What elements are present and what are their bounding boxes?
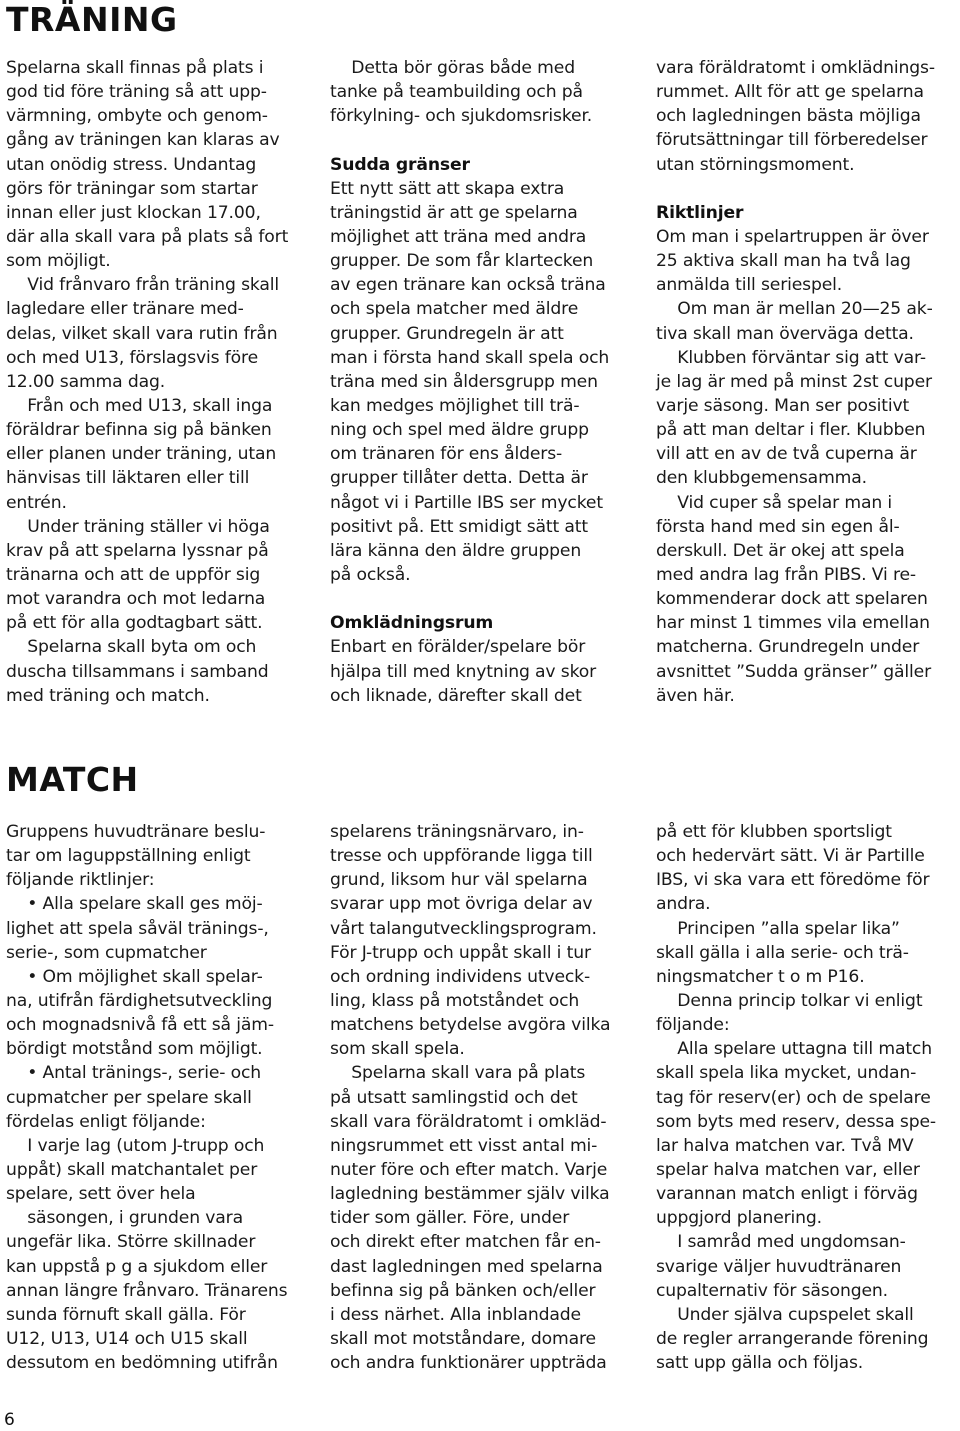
text-line: grupper. Grundregeln är att — [330, 323, 564, 344]
text-line: spelarens träningsnärvaro, in- — [330, 822, 584, 842]
text-line: och mognadsnivå få ett så jäm- — [6, 1015, 274, 1036]
text-line: cupalternativ för säsongen. — [656, 1280, 888, 1301]
traning-column-3 — [656, 56, 956, 708]
text-line: uppgjord planering. — [656, 1208, 822, 1229]
text-line: spelar halva matchen var, eller — [656, 1159, 920, 1180]
text-line: träningstid är att ge spelarna — [330, 202, 578, 223]
text-line: kommenderar dock att spelaren — [656, 589, 928, 610]
heading-riktlinjer: Riktlinjer — [656, 202, 744, 223]
text-line: förutsättningar till förberedelser — [656, 130, 928, 151]
text-line: Under själva cupspelet skall — [656, 1304, 914, 1325]
text-line: Enbart en förälder/spelare bör — [330, 637, 586, 658]
text-line: förkylning- och sjukdomsrisker. — [330, 106, 593, 127]
text-line: Ett nytt sätt att skapa extra — [330, 178, 565, 199]
text-line: på ett för alla godtagbart sätt. — [6, 613, 263, 634]
text-line: tränarna och att de uppför sig — [6, 564, 261, 585]
text-line: vårt talangutvecklingsprogram. — [330, 918, 597, 939]
text-line: Alla spelare uttagna till match — [656, 1039, 932, 1060]
text-line: och spela matcher med äldre — [330, 299, 579, 320]
text-line: första hand med sin egen ål- — [656, 516, 900, 537]
text-line: möjlighet att träna med andra — [330, 226, 587, 247]
text-line: vill att en av de två cuperna är — [656, 444, 917, 465]
text-line: andra. — [656, 894, 711, 915]
page-number: 6 — [4, 1410, 15, 1430]
heading-omkladningsrum: Omklädningsrum — [330, 613, 494, 634]
text-line: av egen tränare kan också träna — [330, 275, 606, 296]
text-line: Spelarna skall finnas på plats i — [6, 58, 264, 78]
text-line: och direkt efter matchen får en- — [330, 1232, 601, 1253]
text-line: derskull. Det är okej att spela — [656, 540, 905, 561]
text-line: Om man i spelartruppen är över — [656, 226, 929, 247]
text-line: föräldrar befinna sig på bänken — [6, 420, 272, 441]
text-line: befinna sig på bänken och/eller — [330, 1280, 596, 1301]
text-line: skall gälla i alla serie- och trä- — [656, 942, 909, 963]
text-line: ningsmatcher t o m P16. — [656, 966, 865, 987]
text-line: varje säsong. Man ser positivt — [656, 395, 910, 416]
text-line: och andra funktionärer uppträda — [330, 1353, 607, 1374]
sudda-granser-paragraph — [330, 177, 630, 587]
text-line: kan medges möjlighet till trä- — [330, 395, 580, 416]
text-line: tag för reserv(er) och de spelare — [656, 1087, 931, 1108]
text-line: på också. — [330, 564, 411, 585]
text-line: matcherna. Grundregeln under — [656, 637, 920, 658]
text-line: je lag är med på minst 2st cuper — [656, 371, 932, 392]
text-line: För J-trupp och uppåt skall i tur — [330, 942, 591, 963]
text-line: kan uppstå p g a sjukdom eller — [6, 1256, 268, 1277]
text-line: ungefär lika. Större skillnader — [6, 1232, 256, 1253]
text-line: lagledning bestämmer själv vilka — [330, 1184, 610, 1205]
text-line: sunda förnuft skall gälla. För — [6, 1304, 246, 1325]
text-line: tider som gäller. Före, under — [330, 1208, 570, 1229]
text-line: om tränaren för ens ålders- — [330, 444, 563, 465]
text-line: utan onödig stress. Undantag — [6, 154, 257, 175]
text-line: gång av träningen kan klaras av — [6, 130, 280, 151]
text-line: man i första hand skall spela och — [330, 347, 610, 368]
text-line: och hedervärt sätt. Vi är Partille — [656, 846, 925, 867]
text-line: något vi i Partille IBS ser mycket — [330, 492, 603, 513]
text-line: vara föräldratomt i omklädnings- — [656, 58, 935, 78]
text-line: fördelas enligt följande: — [6, 1111, 206, 1132]
text-line: på ett för klubben sportsligt — [656, 822, 892, 842]
traning-column-2 — [330, 56, 630, 708]
text-line: ning och spel med äldre grupp — [330, 420, 589, 441]
text-line: där alla skall vara på plats så fort — [6, 226, 289, 247]
text-line: skall spela lika mycket, undan- — [656, 1063, 917, 1084]
text-line: Vid frånvaro från träning skall — [6, 275, 280, 296]
text-line: svarar upp mot övriga delar av — [330, 894, 593, 915]
text-line: grund, liksom hur väl spelarna — [330, 870, 588, 891]
text-line: mot varandra och mot ledarna — [6, 589, 266, 610]
text-line: Gruppens huvudtränare beslu- — [6, 822, 266, 842]
text-line: lagledare eller tränare med- — [6, 299, 244, 320]
traning-intro-paragraph — [330, 56, 630, 128]
text-line: Vid cuper så spelar man i — [656, 492, 893, 513]
traning-column-1 — [6, 56, 306, 708]
text-line: tresse och uppförande ligga till — [330, 846, 593, 867]
text-line: matchens betydelse avgöra vilka — [330, 1015, 611, 1036]
text-line: som skall spela. — [330, 1039, 465, 1060]
text-line: tiva skall man överväga detta. — [656, 323, 914, 344]
text-line: • Antal tränings-, serie- och — [6, 1063, 262, 1084]
text-line: nuter före och efter match. Varje — [330, 1159, 608, 1180]
text-line: krav på att spelarna lyssnar på — [6, 540, 269, 561]
text-line: Klubben förväntar sig att var- — [656, 347, 926, 368]
text-line: • Alla spelare skall ges möj- — [6, 894, 263, 915]
text-line: dast lagledningen med spelarna — [330, 1256, 603, 1277]
text-line: satt upp gälla och följas. — [656, 1353, 864, 1374]
text-line: skall vara föräldratomt i omkläd- — [330, 1111, 607, 1132]
text-line: ling, klass på motståndet och — [330, 990, 580, 1011]
match-column-2 — [330, 820, 630, 1375]
text-line: 25 aktiva skall man ha två lag — [656, 251, 911, 272]
text-line: och ordning individens utveck- — [330, 966, 591, 987]
text-line: och med U13, förslagsvis före — [6, 347, 258, 368]
omkladningsrum-continued-paragraph — [656, 56, 956, 177]
text-line: med andra lag från PIBS. Vi re- — [656, 564, 916, 585]
text-line: I samråd med ungdomsan- — [656, 1232, 906, 1253]
text-line: och liknade, därefter skall det — [330, 685, 582, 706]
text-line: varannan match enligt i förväg — [656, 1184, 918, 1205]
text-line: annan längre frånvaro. Tränarens — [6, 1280, 288, 1301]
text-line: grupper. De som får klartecken — [330, 251, 594, 272]
text-line: utan störningsmoment. — [656, 154, 855, 175]
omkladningsrum-paragraph — [330, 635, 630, 707]
text-line: IBS, vi ska vara ett föredöme för — [656, 870, 930, 891]
text-line: har minst 1 timmes vila emellan — [656, 613, 930, 634]
text-line: innan eller just klockan 17.00, — [6, 202, 261, 223]
text-line: träna med sin åldersgrupp men — [330, 371, 598, 392]
text-line: tanke på teambuilding och på — [330, 82, 583, 103]
text-line: Från och med U13, skall inga — [6, 395, 273, 416]
text-line: följande riktlinjer: — [6, 870, 155, 891]
text-line: U12, U13, U14 och U15 skall — [6, 1328, 248, 1349]
match-column-3 — [656, 820, 956, 1375]
text-line: värmning, ombyte och genom- — [6, 106, 268, 127]
text-line: anmälda till seriespel. — [656, 275, 843, 296]
text-line: hjälpa till med knytning av skor — [330, 661, 597, 682]
text-line: uppåt) skall matchantalet per — [6, 1159, 258, 1180]
text-line: och lagledningen bästa möjliga — [656, 106, 921, 127]
text-line: lära känna den äldre gruppen — [330, 540, 582, 561]
text-line: positivt på. Ett smidigt sätt att — [330, 516, 588, 537]
text-line: avsnittet ”Sudda gränser” gäller — [656, 661, 932, 682]
text-line: även här. — [656, 685, 735, 706]
match-column-1 — [6, 820, 306, 1375]
text-line: delas, vilket skall vara rutin från — [6, 323, 278, 344]
text-line: I varje lag (utom J-trupp och — [6, 1135, 265, 1156]
section-title-match: MATCH — [6, 760, 139, 799]
text-line: bördigt motstånd som möjligt. — [6, 1039, 263, 1060]
text-line: grupper tillåter detta. Detta är — [330, 468, 588, 489]
text-line: rummet. Allt för att ge spelarna — [656, 82, 924, 103]
text-line: Spelarna skall vara på plats — [330, 1063, 586, 1084]
text-line: ningsrummet ett visst antal mi- — [330, 1135, 598, 1156]
text-line: eller planen under träning, utan — [6, 444, 277, 465]
text-line: som byts med reserv, dessa spe- — [656, 1111, 936, 1132]
text-line: duscha tillsammans i samband — [6, 661, 269, 682]
text-line: görs för träningar som startar — [6, 178, 258, 199]
text-line: 12.00 samma dag. — [6, 371, 166, 392]
text-line: på utsatt samlingstid och det — [330, 1087, 578, 1108]
text-line: Principen ”alla spelar lika” — [656, 918, 900, 939]
text-line: na, utifrån färdighetsutveckling — [6, 990, 273, 1011]
text-line: säsongen, i grunden vara — [6, 1208, 243, 1229]
text-line: skall mot motståndare, domare — [330, 1328, 596, 1349]
text-line: lighet att spela såväl tränings-, — [6, 918, 269, 939]
section-title-traning: TRÄNING — [6, 0, 178, 39]
text-line: entrén. — [6, 492, 67, 513]
text-line: tar om laguppställning enligt — [6, 846, 251, 867]
text-line: svarige väljer huvudtränaren — [656, 1256, 902, 1277]
text-line: lar halva matchen var. Två MV — [656, 1135, 914, 1156]
heading-sudda-granser: Sudda gränser — [330, 154, 470, 175]
text-line: Om man är mellan 20—25 ak- — [656, 299, 933, 320]
text-line: som möjligt. — [6, 251, 111, 272]
text-line: i dess närhet. Alla inblandade — [330, 1304, 581, 1325]
text-line: dessutom en bedömning utifrån — [6, 1353, 278, 1374]
riktlinjer-paragraph — [656, 225, 956, 708]
text-line: Spelarna skall byta om och — [6, 637, 257, 658]
text-line: den klubbgemensamma. — [656, 468, 867, 489]
text-line: Denna princip tolkar vi enligt — [656, 990, 923, 1011]
text-line: på att man deltar i fler. Klubben — [656, 420, 926, 441]
text-line: • Om möjlighet skall spelar- — [6, 966, 263, 987]
text-line: god tid före träning så att upp- — [6, 82, 267, 103]
text-line: cupmatcher per spelare skall — [6, 1087, 252, 1108]
text-line: Detta bör göras både med — [330, 58, 575, 78]
text-line: serie-, som cupmatcher — [6, 942, 207, 963]
text-line: med träning och match. — [6, 685, 210, 706]
text-line: följande: — [656, 1015, 730, 1036]
text-line: hänvisas till läktaren eller till — [6, 468, 250, 489]
text-line: Under träning ställer vi höga — [6, 516, 270, 537]
text-line: spelare, sett över hela — [6, 1184, 196, 1205]
text-line: de regler arrangerande förening — [656, 1328, 929, 1349]
